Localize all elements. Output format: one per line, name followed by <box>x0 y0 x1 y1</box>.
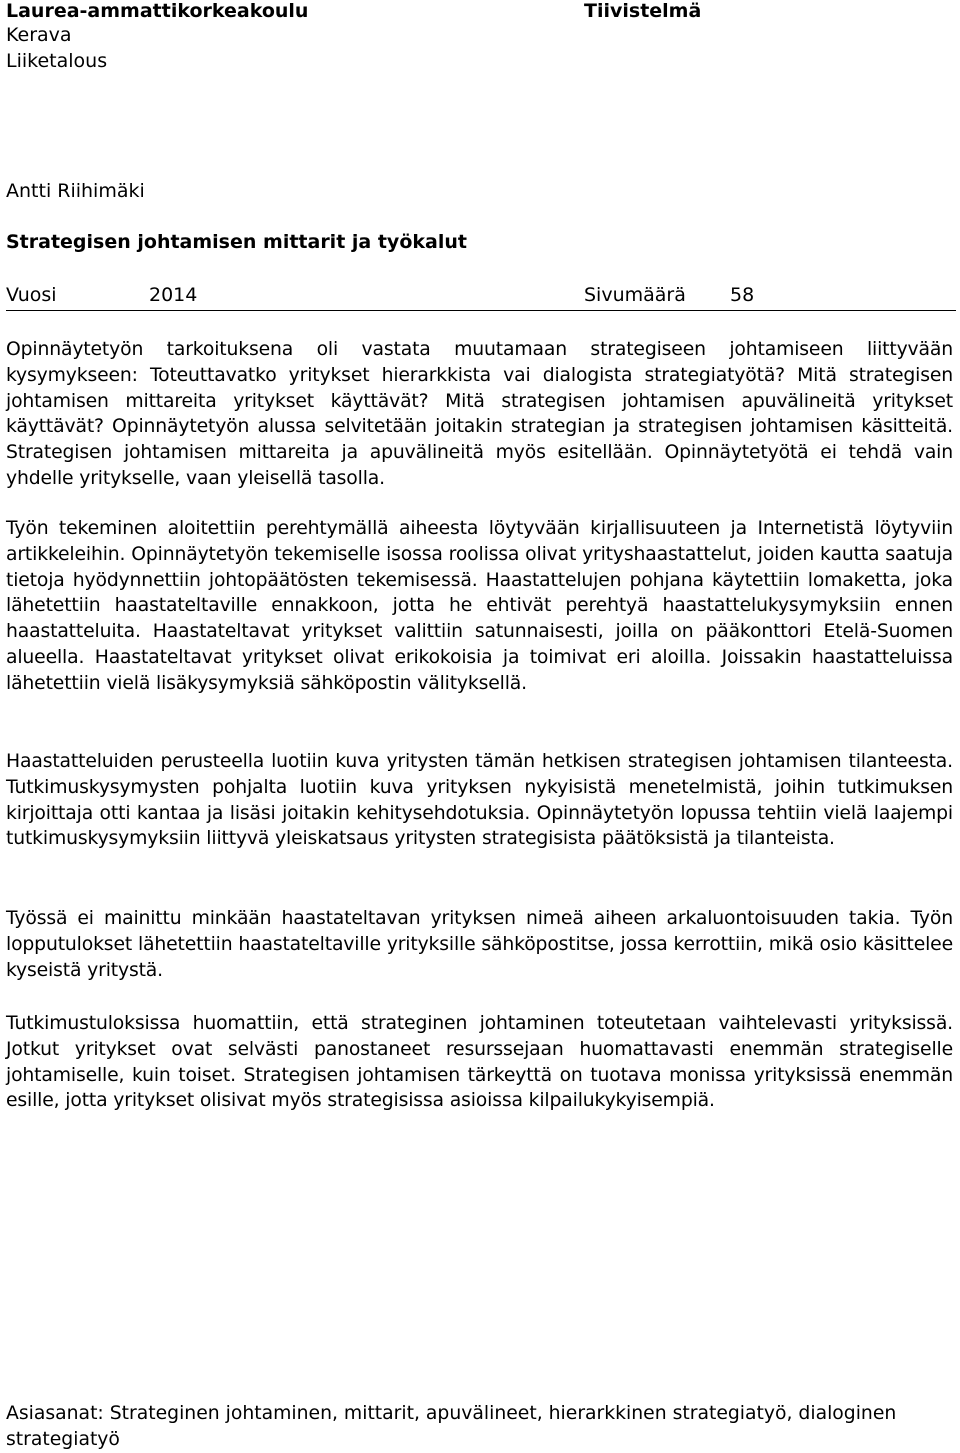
meta-row <box>6 284 956 311</box>
year-label: Vuosi <box>6 284 57 306</box>
school-name: Laurea-ammattikorkeakoulu <box>6 0 309 22</box>
abstract-paragraph-4: Työssä ei mainittu minkään haastateltavan yrityksen nimeä aiheen arkaluontoisuuden takia. Työn lopputulokset lähetettiin haastateltaville yrityksille sähköpostitse, jossa kerrottiin, mikä osio käsittelee kyseistä yritystä. <box>6 908 953 981</box>
abstract-paragraph-3: Haastatteluiden perusteella luotiin kuva yritysten tämän hetkisen strategisen johtamisen tilanteesta. Tutkimuskysymysten pohjalta luotiin kuva yrityksen nykyisistä menetelmistä, joihin tutkimuksen kirjoittaja otti kantaa ja lisäsi joitakin kehitysehdotuksia. Opinnäytetyön lopussa tehtiin vielä laajempi tutkimuskysymyksiin liittyvä yleiskatsaus yritysten strategisista päätöksistä ja tilanteista. <box>6 751 953 850</box>
document-type: Tiivistelmä <box>584 0 702 22</box>
campus-name: Kerava <box>6 24 72 46</box>
pages-value: 58 <box>730 284 755 306</box>
author-name: Antti Riihimäki <box>6 180 145 202</box>
thesis-title: Strategisen johtamisen mittarit ja työkalut <box>6 231 467 253</box>
year-value: 2014 <box>149 284 198 306</box>
unit-name: Liiketalous <box>6 50 108 72</box>
abstract-paragraph-2: Työn tekeminen aloitettiin perehtymällä aiheesta löytyvään kirjallisuuteen ja Internetistä löytyviin artikkeleihin. Opinnäytetyön tekemiselle isossa roolissa olivat yrityshaastattelut, joiden kautta saatuja tietoja hyödynnettiin johtopäätösten tekemisessä. Haastattelujen pohjana käytettiin lomaketta, joka lähetettiin haastateltaville ennakkoon, jotta he ehtivät perehtyä haastattelukysymyksiin ennen haastatteluita. Haastateltavat yritykset valittiin satunnaisesti, joilla on pääkonttori Etelä-Suomen alueella. Haastateltavat yritykset olivat erikokoisia ja toimivat eri aloilla. Joissakin haastatteluissa lähetettiin vielä lisäkysymyksiä sähköpostin välityksellä. <box>6 518 953 694</box>
pages-label: Sivumäärä <box>584 284 686 306</box>
abstract-paragraph-5: Tutkimustuloksissa huomattiin, että strateginen johtaminen toteutetaan vaihtelevasti yrityksissä. Jotkut yritykset ovat selvästi panostaneet resurssejaan huomattavasti enemmän strategiselle johtamiselle, kuin toiset. Strategisen johtamisen tärkeyttä on tuotava monissa yrityksissä enemmän esille, jotta yritykset olisivat myös strategisissa asioissa kilpailukykyisempiä. <box>6 1013 953 1112</box>
abstract-paragraph-1: Opinnäytetyön tarkoituksena oli vastata muutamaan strategiseen johtamiseen liittyvään kysymykseen: Toteuttavatko yritykset hierarkkista vai dialogista strategiatyötä? Mitä strategisen johtamisen mittareita yritykset käyttävät? Mitä strategisen johtamisen apuvälineitä yritykset käyttävät? Opinnäytetyön alussa selvitetään joitakin strategian ja strategisen johtamisen käsitteitä. Strategisen johtamisen mittareita ja apuvälineitä myös esitellään. Opinnäytetyötä ei tehdä vain yhdelle yritykselle, vaan yleisellä tasolla. <box>6 339 953 489</box>
keywords: Asiasanat: Strateginen johtaminen, mittarit, apuvälineet, hierarkkinen strategiatyö, dialoginen strategiatyö <box>6 1403 897 1450</box>
